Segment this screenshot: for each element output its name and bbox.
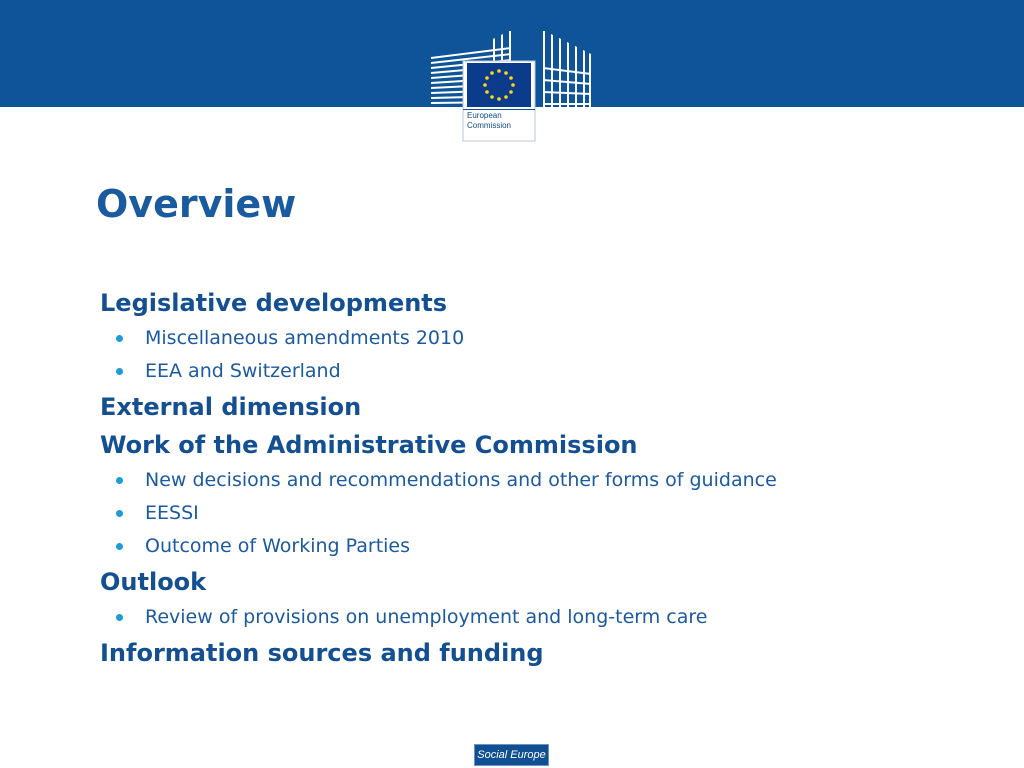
overview-content: [100, 284, 980, 672]
bullet-icon: [116, 477, 123, 484]
section-external-dimension: [100, 388, 980, 426]
section-outlook: [100, 563, 980, 634]
list-item-text: Review of provisions on unemployment and long-term care: [145, 606, 708, 628]
list-item-text: Miscellaneous amendments 2010: [145, 327, 465, 349]
list-item: [100, 355, 980, 388]
list-item: [100, 601, 980, 634]
section-heading: External dimension: [100, 393, 362, 421]
section-information-sources: [100, 634, 980, 672]
social-europe-badge: Social Europe: [474, 744, 549, 766]
section-heading: Outlook: [100, 568, 207, 596]
bullet-icon: [116, 543, 123, 550]
bullet-list: [100, 322, 980, 388]
list-item: [100, 497, 980, 530]
list-item-text: Outcome of Working Parties: [145, 535, 411, 557]
section-heading: Legislative developments: [100, 289, 448, 317]
section-legislative-developments: [100, 284, 980, 388]
logo-text: European Commission: [467, 111, 512, 130]
list-item: [100, 530, 980, 563]
list-item-text: New decisions and recommendations and other forms of guidance: [145, 469, 777, 491]
bullet-icon: [116, 335, 123, 342]
list-item-text: EEA and Switzerland: [145, 360, 341, 382]
bullet-icon: [116, 510, 123, 517]
list-item-text: EESSI: [145, 502, 199, 524]
slide-title: Overview: [96, 182, 297, 226]
list-item: [100, 322, 980, 355]
list-item: [100, 464, 980, 497]
section-administrative-commission: [100, 426, 980, 563]
section-heading: Work of the Administrative Commission: [100, 431, 638, 459]
bullet-icon: [116, 368, 123, 375]
bullet-icon: [116, 614, 123, 621]
bullet-list: [100, 464, 980, 563]
section-heading: Information sources and funding: [100, 639, 544, 667]
bullet-list: [100, 601, 980, 634]
